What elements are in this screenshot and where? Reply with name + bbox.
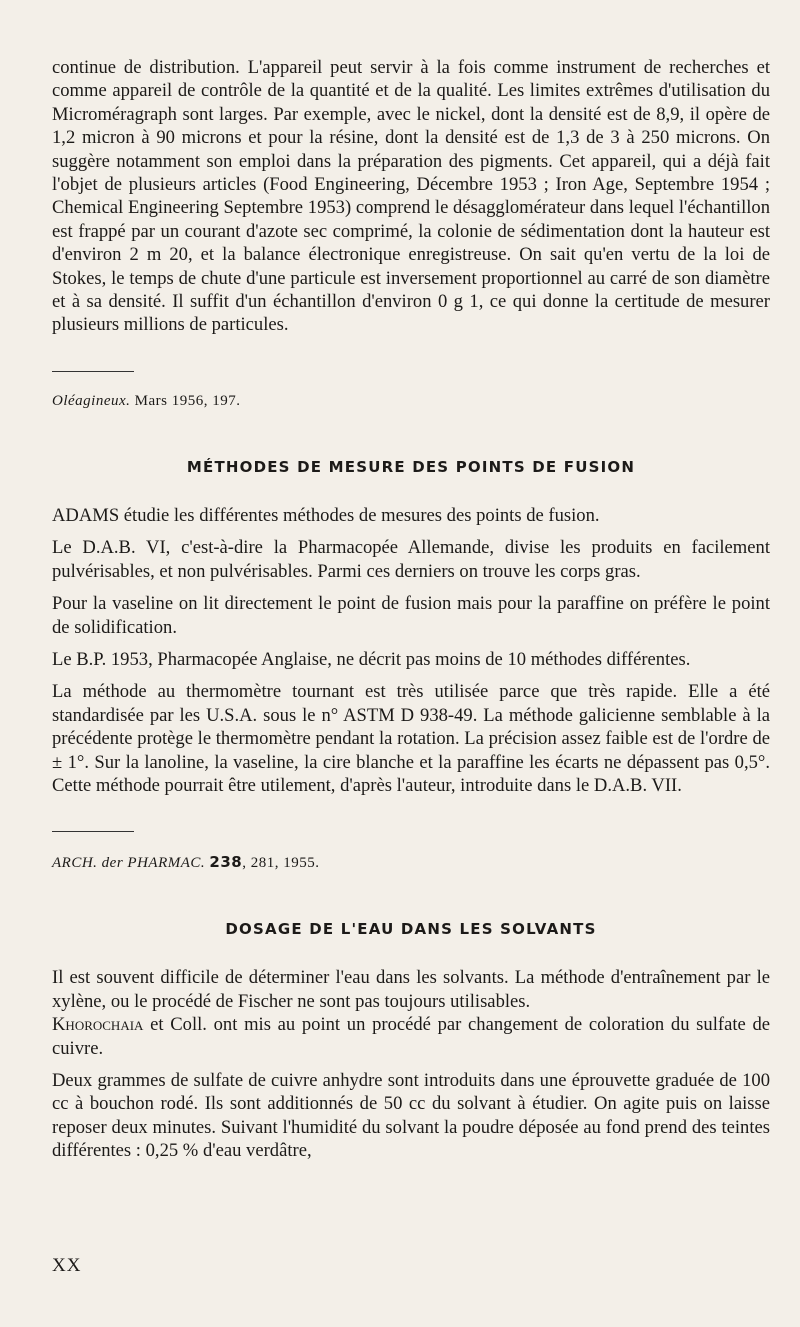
section-heading-fusion: MÉTHODES DE MESURE DES POINTS DE FUSION xyxy=(186,457,636,476)
reference-source: Oléagineux. xyxy=(52,392,131,409)
section-fusion-body xyxy=(52,504,770,797)
separator-rule xyxy=(52,371,134,372)
section-heading-water: DOSAGE DE L'EAU DANS LES SOLVANTS xyxy=(225,920,597,939)
paragraph: Il est souvent difficile de déterminer l'eau dans les solvants. La méthode d'entraînement par le xylène, ou le procédé de Fischer ne sont pas toujours utilisables. xyxy=(52,967,770,1012)
intro-paragraph: continue de distribution. L'appareil peut servir à la fois comme instrument de recherches et comme appareil de contrôle de la quantité et de la qualité. Les limites extrêmes d'utilisation du Microméragraph sont larges. Par exemple, avec le nickel, dont la densité est de 8,9, il opère de 1,2 micron à 90 microns et pour la résine, dont la densité est de 1,3 de 3 à 250 microns. On suggère notamment son emploi dans la préparation des pigments. Cet appareil, qui a déjà fait l'objet de plusieurs articles (Food Engineering, Décembre 1953 ; Iron Age, Septembre 1954 ; Chemical Engineering Septembre 1953) comprend le désagglomérateur dans lequel l'échantillon est frappé par un courant d'azote sec comprimé, la colonie de sédimentation dont la hauteur est d'environ 2 m 20, et la balance électronique enregistreuse. On sait qu'en vertu de la loi de Stokes, le temps de chute d'une particule est inversement proportionnel au carré de son diamètre et à sa densité. Il suffit d'un échantillon d'environ 0 g 1, ce qui donne la certitude de mesurer plusieurs millions de particules. xyxy=(52,57,770,336)
reference-source: ARCH. der PHARMAC. xyxy=(52,855,206,872)
paragraph: ADAMS étudie les différentes méthodes de mesures des points de fusion. xyxy=(52,504,600,526)
page-content xyxy=(52,56,770,1163)
paragraph: Le B.P. 1953, Pharmacopée Anglaise, ne décrit pas moins de 10 méthodes différentes. xyxy=(52,648,691,670)
page-number: XX xyxy=(52,1255,82,1276)
paragraph-text: et Coll. ont mis au point un procédé par changement de coloration du sulfate de cuivre. xyxy=(52,1014,770,1059)
reference-details: Mars 1956, 197. xyxy=(134,392,241,409)
paragraph xyxy=(52,1013,770,1060)
separator-rule xyxy=(52,831,134,832)
paragraph: Deux grammes de sulfate de cuivre anhydre sont introduits dans une éprouvette graduée de 100 cc à bouchon rodé. Ils sont additionnés de 50 cc du solvant à étudier. On agite puis on laisse reposer deux minutes. Suivant l'humidité du solvant la poudre déposée au fond prend des teintes différentes : 0,25 % d'eau verdâtre, xyxy=(52,1069,770,1162)
reference-volume: 238 xyxy=(209,853,243,872)
paragraph: La méthode au thermomètre tournant est très utilisée parce que très rapide. Elle a été standardisée par les U.S.A. sous le n° ASTM D 938-49. La méthode galicienne semblable à la précédente protège le thermomètre pendant la rotation. La précision assez faible est de l'ordre de ± 1°. Sur la lanoline, la vaseline, la cire blanche et la paraffine les écarts ne dépassent pas 0,5°. Cette méthode pourrait être utilement, d'après l'auteur, introduite dans le D.A.B. VII. xyxy=(52,681,770,796)
reference-details: , 281, 1955. xyxy=(242,855,320,872)
section-water-body xyxy=(52,966,770,1162)
author-name: Khorochaia xyxy=(52,1014,144,1036)
paragraph: Le D.A.B. VI, c'est-à-dire la Pharmacopée Allemande, divise les produits en facilement pulvérisables, et non pulvérisables. Parmi ces derniers on trouve les corps gras. xyxy=(52,537,770,582)
reference-arch-pharmac xyxy=(52,853,770,872)
paragraph: Pour la vaseline on lit directement le point de fusion mais pour la paraffine on préfère le point de solidification. xyxy=(52,593,770,638)
reference-oleagineux xyxy=(52,393,770,410)
